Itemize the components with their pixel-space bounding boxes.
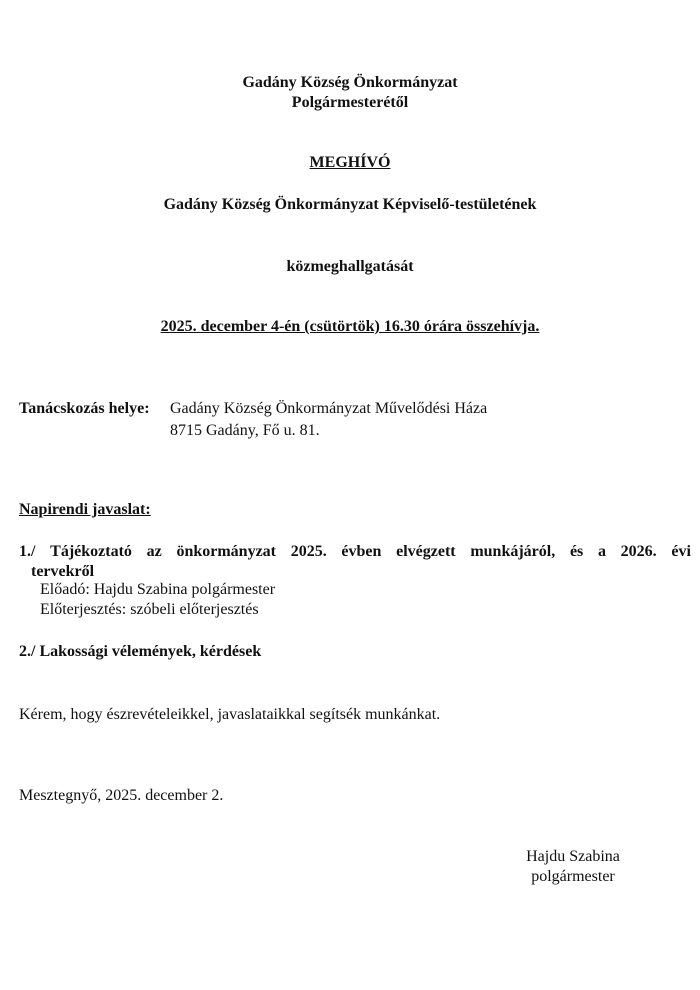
- title-word: az: [146, 543, 162, 560]
- venue-name: Gadány Község Önkormányzat Művelődési Háza: [170, 400, 488, 417]
- title-word: elvégzett: [396, 543, 456, 560]
- title-word: munkájáról,: [470, 543, 556, 560]
- title-word: a: [597, 543, 606, 560]
- title-word: Tájékoztató: [50, 543, 132, 560]
- date-line-text: 2025. december 4-én (csütörtök) 16.30 órára összehívja.: [160, 318, 540, 335]
- place-date: Mesztegnyő, 2025. december 2.: [19, 787, 224, 804]
- request-text: Kérem, hogy észrevételeikkel, javaslataikkal segítsék munkánkat.: [19, 706, 441, 723]
- title-word: 1./: [19, 543, 36, 560]
- agenda-item-1-title: [19, 542, 691, 582]
- agenda-item-1-title-line: [19, 542, 691, 562]
- agenda-heading-text: Napirendi javaslat:: [19, 501, 151, 518]
- agenda-item-1-title-continuation: tervekről: [31, 563, 95, 580]
- signature-name: Hajdu Szabina: [526, 848, 620, 865]
- header-line-1: Gadány Község Önkormányzat: [242, 74, 458, 91]
- document-title: [0, 153, 700, 173]
- venue-address: 8715 Gadány, Fő u. 81.: [170, 422, 320, 439]
- signature-role: polgármester: [531, 868, 615, 885]
- event-name: közmeghallgatását: [286, 258, 414, 275]
- date-line: [0, 317, 700, 337]
- document-subtitle: Gadány Község Önkormányzat Képviselő-testületének: [163, 196, 537, 213]
- agenda-item-1-presenter: Előadó: Hajdu Szabina polgármester: [40, 581, 276, 598]
- title-word: és: [569, 543, 584, 560]
- title-word: 2025.: [290, 543, 327, 560]
- agenda-item-1-submission: Előterjesztés: szóbeli előterjesztés: [40, 601, 259, 618]
- agenda-item-2-title: 2./ Lakossági vélemények, kérdések: [19, 643, 262, 660]
- title-word: évi: [671, 543, 691, 560]
- venue-label: Tanácskozás helye:: [19, 400, 150, 417]
- agenda-heading: [19, 500, 151, 520]
- title-word: 2026.: [620, 543, 657, 560]
- title-word: önkormányzat: [176, 543, 276, 560]
- header-line-2: Polgármesterétől: [291, 94, 409, 111]
- title-word: évben: [341, 543, 382, 560]
- document-title-text: MEGHÍVÓ: [309, 154, 391, 171]
